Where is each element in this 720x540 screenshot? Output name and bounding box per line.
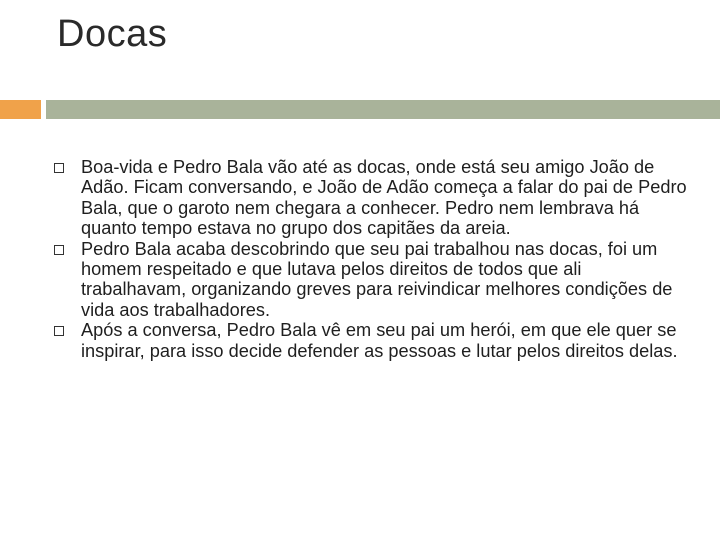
- title-accent-bar: [0, 100, 41, 119]
- slide-title: Docas: [57, 13, 168, 55]
- bullet-list: [51, 157, 691, 361]
- hollow-square-bullet-icon: [54, 245, 64, 255]
- hollow-square-bullet-icon: [54, 163, 64, 173]
- bullet-text: Pedro Bala acaba descobrindo que seu pai trabalhou nas docas, foi um homem respeitado e que lutava pelos direitos de todos que ali trabalhavam, organizando greves para reivindicar melhores condições de vida aos trabalhadores.: [81, 238, 673, 320]
- bullet-item: [51, 320, 691, 361]
- bullet-text: Após a conversa, Pedro Bala vê em seu pai um herói, em que ele quer se inspirar, para isso decide defender as pessoas e lutar pelos direitos delas.: [81, 320, 678, 361]
- title-divider-bar: [46, 100, 720, 119]
- bullet-item: [51, 157, 691, 239]
- bullet-item: [51, 239, 691, 321]
- hollow-square-bullet-icon: [54, 326, 64, 336]
- bullet-text: Boa-vida e Pedro Bala vão até as docas, onde está seu amigo João de Adão. Ficam conversando, e João de Adão começa a falar do pai de Pedro Bala, que o garoto nem chegara a conhecer. Pedro nem lembrava há quanto tempo estava no grupo dos capitães da areia.: [81, 157, 687, 239]
